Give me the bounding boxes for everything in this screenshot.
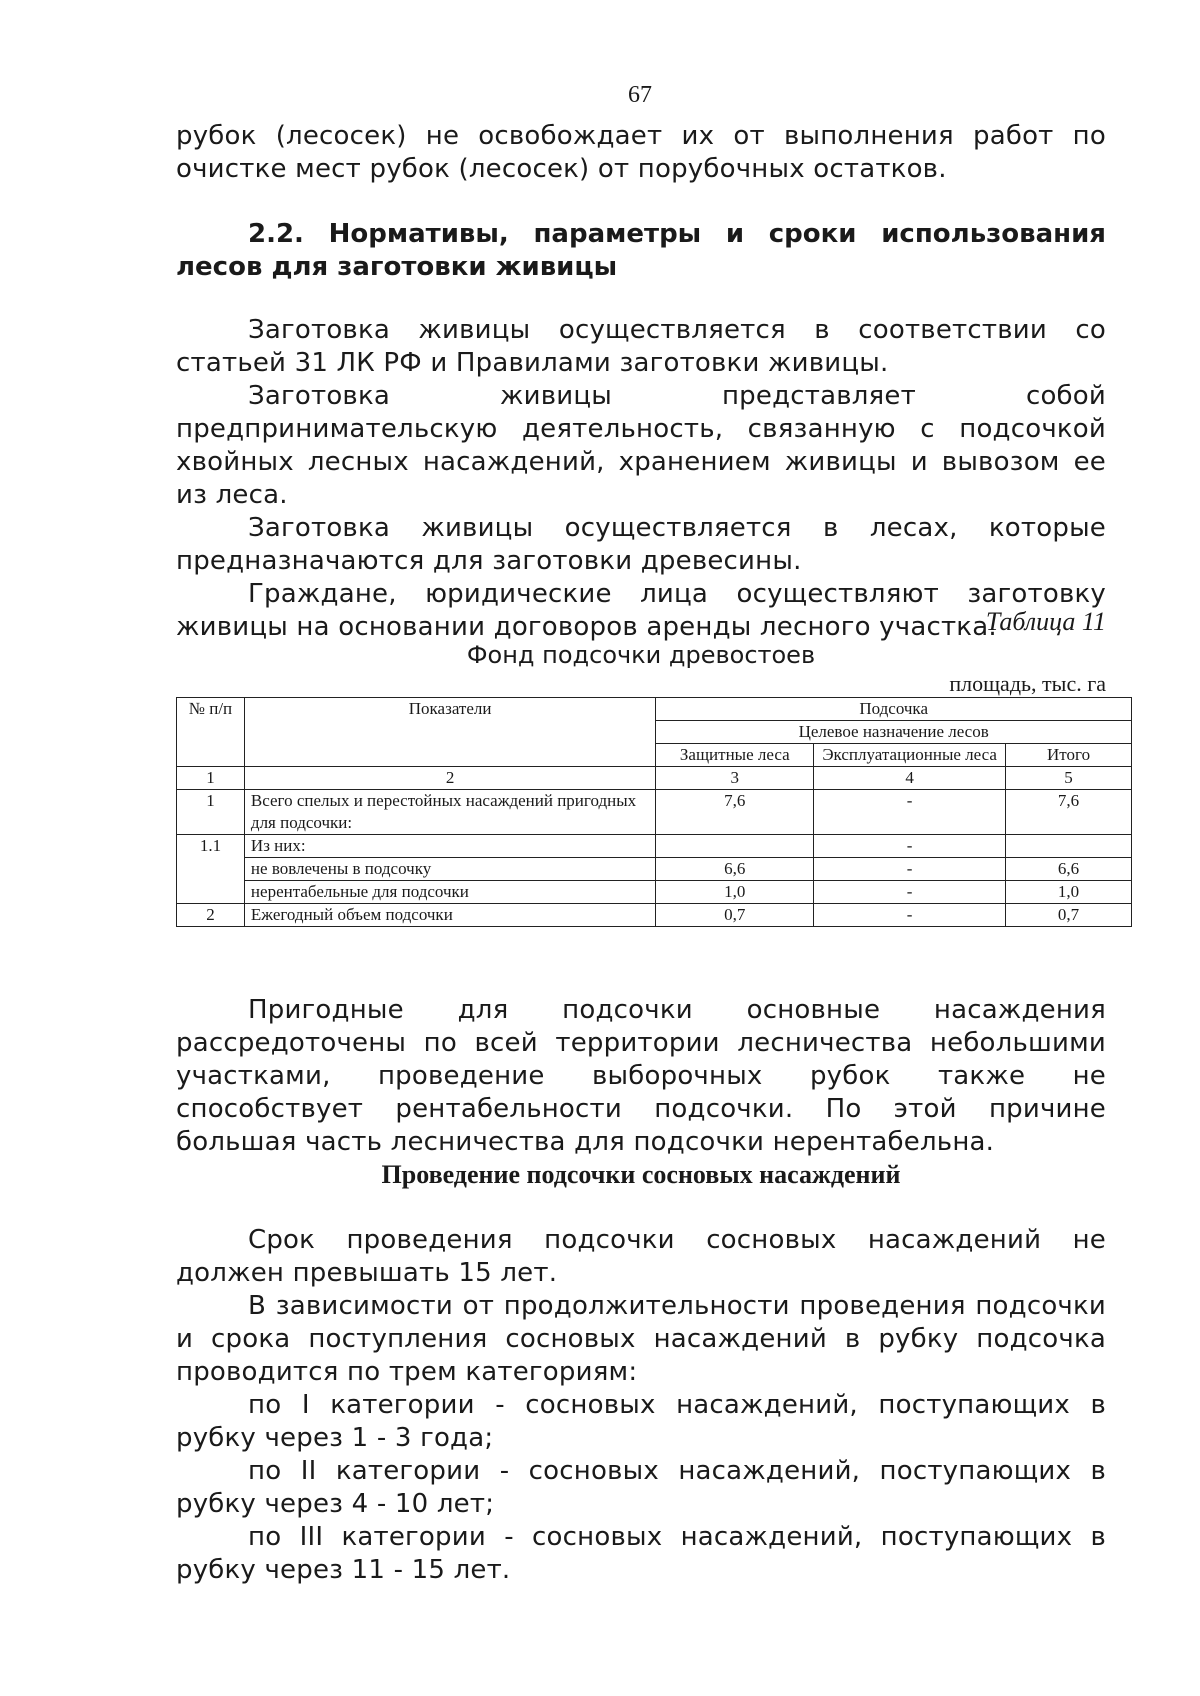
header-purpose: Целевое назначение лесов [656,721,1132,744]
data-table [176,697,1132,927]
category-1: по I категории - сосновых насаждений, поступающих в рубку через 1 - 3 года; [176,1390,1106,1453]
paragraph-6: Срок проведения подсочки сосновых насаждений не должен превышать 15 лет. [176,1225,1106,1288]
table-title: Фонд подсочки древостоев [466,641,816,669]
table-row [177,790,1132,835]
table-caption: Таблица 11 [985,607,1106,636]
body-block-3 [176,1224,1106,1587]
row-num: 1 [177,790,245,835]
header-operational: Эксплуатационные леса [814,744,1006,767]
header-protective: Защитные леса [656,744,814,767]
paragraph-1: Заготовка живицы осуществляется в соответствии со статьей 31 ЛК РФ и Правилами заготовки живицы. [176,315,1106,378]
intro-paragraph: рубок (лесосек) не освобождает их от выполнения работ по очистке мест рубок (лесосек) от порубочных остатков. [176,121,1106,184]
row-protective: 1,0 [656,881,814,904]
row-protective: 7,6 [656,790,814,835]
row-num: 2 [177,904,245,927]
paragraph-4: Граждане, юридические лица осуществляют заготовку живицы на основании договоров аренды лесного участка. [176,579,1106,642]
subheading-block [176,1158,1106,1191]
section-heading: 2.2. Нормативы, параметры и сроки использования лесов для заготовки живицы [176,219,1106,282]
row-total: 6,6 [1006,858,1132,881]
table-row [177,835,1132,858]
header-indicators: Показатели [244,698,655,767]
table-row [177,858,1132,881]
column-number-row [177,767,1132,790]
col-num-cell: 3 [656,767,814,790]
category-2: по II категории - сосновых насаждений, поступающих в рубку через 4 - 10 лет; [176,1456,1106,1519]
row-operational: - [814,790,1006,835]
col-num-cell: 1 [177,767,245,790]
row-protective: 0,7 [656,904,814,927]
table-row [177,881,1132,904]
header-row-1 [177,698,1132,721]
row-total: 1,0 [1006,881,1132,904]
header-tapping: Подсочка [656,698,1132,721]
row-protective: 6,6 [656,858,814,881]
paragraph-7: В зависимости от продолжительности проведения подсочки и срока поступления сосновых насаждений в рубку подсочка проводится по трем категориям: [176,1291,1106,1387]
paragraph-2: Заготовка живицы представляет собой предпринимательскую деятельность, связанную с подсочкой хвойных лесных насаждений, хранением живицы и вывозом ее из леса. [176,381,1106,510]
row-operational: - [814,881,1006,904]
col-num-cell: 4 [814,767,1006,790]
row-label: Всего спелых и перестойных насаждений пригодных для подсочки: [244,790,655,835]
table-units: площадь, тыс. га [949,671,1106,696]
row-total: 0,7 [1006,904,1132,927]
page-number: 67 [628,82,652,108]
section-heading-block [176,218,1106,284]
row-total [1006,835,1132,858]
row-operational: - [814,858,1006,881]
row-label: не вовлечены в подсочку [244,858,655,881]
table-row [177,904,1132,927]
body-block-2 [176,994,1106,1159]
row-label: Ежегодный объем подсочки [244,904,655,927]
row-operational: - [814,835,1006,858]
row-num: 1.1 [177,835,245,904]
row-label: Из них: [244,835,655,858]
col-num-cell: 2 [244,767,655,790]
row-operational: - [814,904,1006,927]
paragraph-5: Пригодные для подсочки основные насаждения рассредоточены по всей территории лесничества небольшими участками, проведение выборочных рубок также не способствует рентабельности подсочки. По этой причине большая часть лесничества для подсочки нерентабельна. [176,995,1106,1157]
header-total: Итого [1006,744,1132,767]
col-num-cell: 5 [1006,767,1132,790]
body-block-1 [176,314,1106,644]
category-3: по III категории - сосновых насаждений, поступающих в рубку через 11 - 15 лет. [176,1522,1106,1585]
row-label: нерентабельные для подсочки [244,881,655,904]
paragraph-3: Заготовка живицы осуществляется в лесах, которые предназначаются для заготовки древесины. [176,513,1106,576]
intro-block [176,120,1106,186]
subheading: Проведение подсочки сосновых насаждений [381,1160,901,1189]
header-num: № п/п [177,698,245,767]
row-total: 7,6 [1006,790,1132,835]
row-protective [656,835,814,858]
